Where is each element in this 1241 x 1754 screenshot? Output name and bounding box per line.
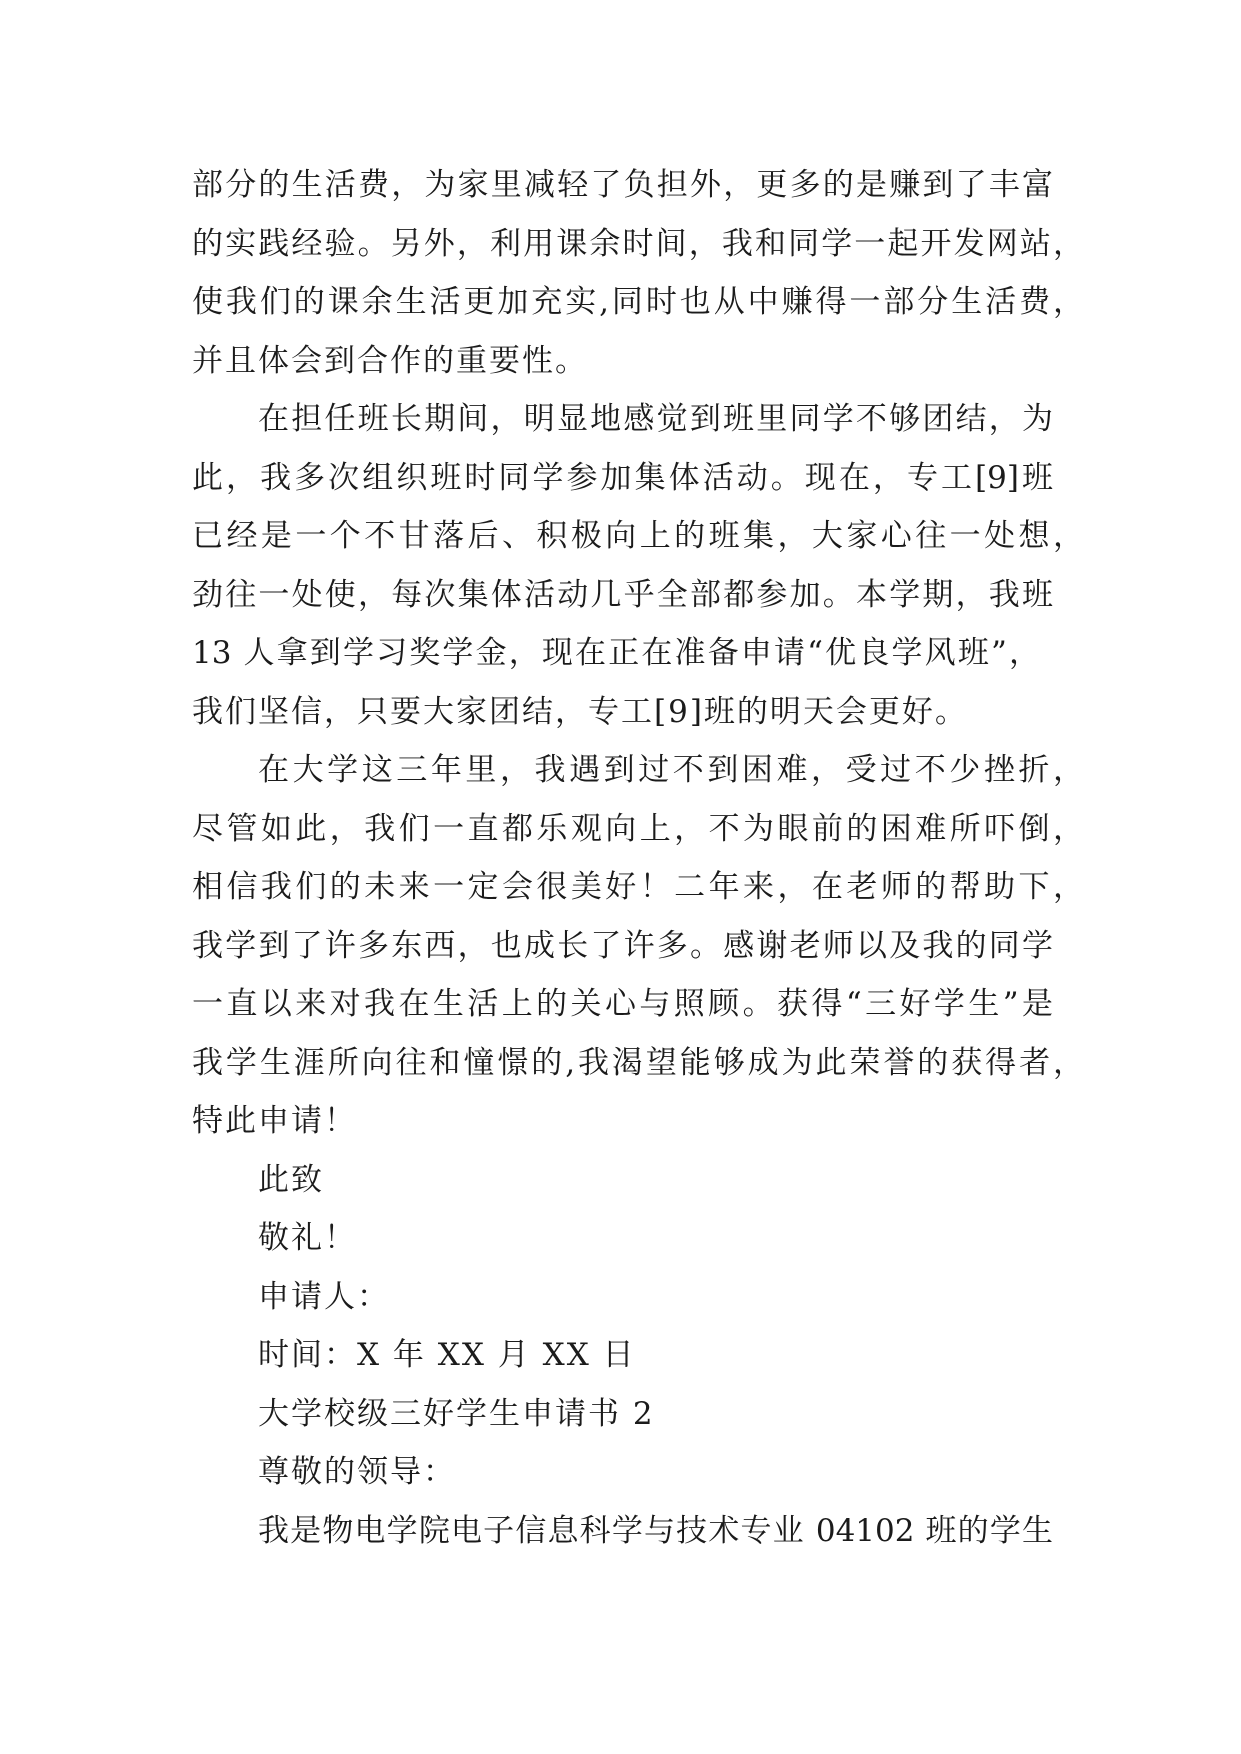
paragraph-line: 我学生涯所向往和憧憬的,我渴望能够成为此荣誉的获得者， [192, 1044, 1084, 1081]
closing-regards: 敬礼！ [258, 1220, 357, 1256]
applicant-label: 申请人： [258, 1278, 390, 1315]
paragraph-line: 部分的生活费，为家里减轻了负担外，更多的是赚到了丰富 [192, 167, 1053, 203]
paragraph-line: 特此申请！ [192, 1103, 357, 1139]
paragraph-line: 我学到了许多东西，也成长了许多。感谢老师以及我的同学 [192, 927, 1053, 964]
paragraph-line: 一直以来对我在生活上的关心与照顾。获得“三好学生”是 [192, 986, 1053, 1022]
paragraph-line: 尽管如此，我们一直都乐观向上，不为眼前的困难所吓倒， [192, 810, 1084, 847]
paragraph-2 [192, 390, 1092, 741]
paragraph-3 [192, 741, 1092, 1151]
paragraph-line: 的实践经验。另外，利用课余时间，我和同学一起开发网站， [192, 225, 1084, 262]
closing-salutation: 此致 [258, 1161, 324, 1198]
paragraph-line: 使我们的课余生活更加充实,同时也从中赚得一部分生活费， [192, 284, 1084, 320]
date-line: 时间：X 年 XX 月 XX 日 [258, 1337, 636, 1373]
paragraph-line: 在大学这三年里，我遇到过不到困难，受过不少挫折， [258, 752, 1084, 788]
paragraph-line: 我们坚信，只要大家团结，专工[9]班的明天会更好。 [192, 693, 968, 730]
paragraph-line: 在担任班长期间，明显地感觉到班里同学不够团结，为 [258, 401, 1053, 437]
next-letter-greeting: 尊敬的领导： [258, 1454, 456, 1490]
paragraph-1 [192, 156, 1092, 390]
document-body [192, 156, 1092, 1560]
paragraph-line: 此，我多次组织班时同学参加集体活动。现在，专工[9]班 [192, 459, 1053, 496]
next-letter-body-line: 我是物电学院电子信息科学与技术专业 04102 班的学生 [258, 1512, 1053, 1549]
paragraph-line: 劲往一处使，每次集体活动几乎全部都参加。本学期，我班 [192, 576, 1053, 613]
paragraph-line: 相信我们的未来一定会很美好！二年来，在老师的帮助下， [192, 869, 1084, 905]
paragraph-line: 并且体会到合作的重要性。 [192, 342, 588, 379]
paragraph-line: 13 人拿到学习奖学金，现在正在准备申请“优良学风班”， [192, 635, 1040, 671]
next-letter [192, 1385, 1092, 1561]
next-letter-title: 大学校级三好学生申请书 2 [258, 1395, 655, 1432]
paragraph-line: 已经是一个不甘落后、积极向上的班集，大家心往一处想， [192, 518, 1084, 554]
closing-block [192, 1151, 1092, 1385]
